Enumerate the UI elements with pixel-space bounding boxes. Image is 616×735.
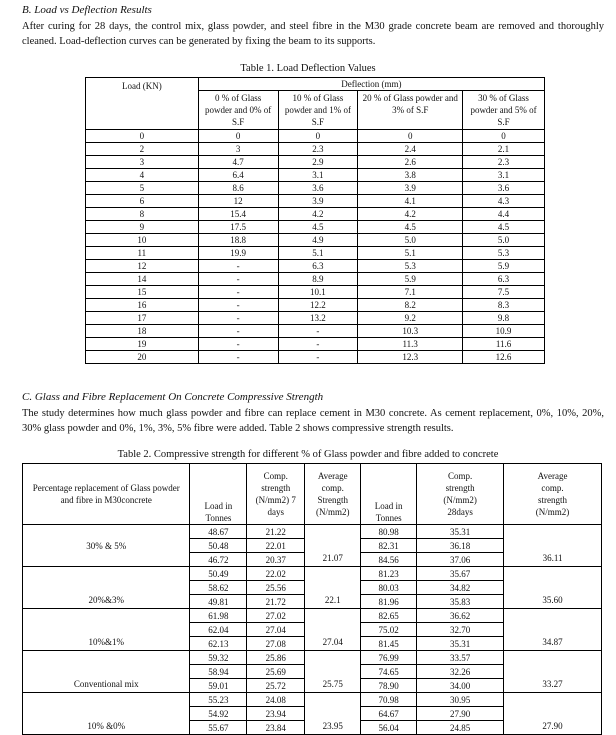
deflection-cell: 2.6: [358, 156, 463, 169]
deflection-cell: 3.9: [358, 182, 463, 195]
deflection-cell: 18.8: [198, 234, 278, 247]
table-row: [23, 567, 602, 581]
deflection-cell: 2.3: [463, 156, 545, 169]
strength28-cell: 27.90: [417, 707, 504, 721]
load-cell: 2: [86, 143, 199, 156]
deflection-cell: 2.9: [278, 156, 358, 169]
deflection-cell: 0: [198, 130, 278, 143]
deflection-cell: 6.3: [278, 260, 358, 273]
deflection-cell: -: [198, 338, 278, 351]
strength7-cell: 23.84: [247, 721, 305, 735]
deflection-cell: 9.2: [358, 312, 463, 325]
load28-cell: 81.45: [361, 637, 417, 651]
deflection-cell: -: [198, 299, 278, 312]
load28-cell: 64.67: [361, 707, 417, 721]
table-row: [23, 651, 602, 665]
load7-cell: 61.98: [190, 609, 247, 623]
strength7-cell: 27.04: [247, 623, 305, 637]
load7-cell: 55.67: [190, 721, 247, 735]
load7-cell: 49.81: [190, 595, 247, 609]
deflection-cell: 5.3: [463, 247, 545, 260]
strength7-cell: 27.08: [247, 637, 305, 651]
deflection-cell: 4.2: [278, 208, 358, 221]
load28-cell: 82.65: [361, 609, 417, 623]
load28-cell: 81.23: [361, 567, 417, 581]
table-row: [86, 325, 545, 338]
group-label: Conventional mix: [23, 651, 190, 693]
load-cell: 4: [86, 169, 199, 182]
load28-header: Load in Tonnes: [361, 464, 417, 525]
deflection-cell: -: [198, 325, 278, 338]
load7-cell: 62.13: [190, 637, 247, 651]
section-b-heading: B. Load vs Deflection Results: [22, 4, 152, 16]
deflection-cell: 3: [198, 143, 278, 156]
strength28-cell: 32.70: [417, 623, 504, 637]
section-b-paragraph: After curing for 28 days, the control mix, glass powder, and steel fibre in the M30 grade concrete beam are removed and thoroughly cleaned. Load-deflection curves can be generated by fixing the beam to its supports.: [22, 21, 604, 47]
load-cell: 15: [86, 286, 199, 299]
strength28-cell: 32.26: [417, 665, 504, 679]
deflection-cell: 5.9: [358, 273, 463, 286]
deflection-cell: 11.6: [463, 338, 545, 351]
load28-cell: 75.02: [361, 623, 417, 637]
deflection-cell: -: [278, 338, 358, 351]
load28-cell: 84.56: [361, 553, 417, 567]
deflection-cell: 2.4: [358, 143, 463, 156]
load7-cell: 54.92: [190, 707, 247, 721]
deflection-cell: -: [198, 273, 278, 286]
deflection-cell: -: [278, 325, 358, 338]
deflection-cell: 4.5: [278, 221, 358, 234]
table-row: [86, 156, 545, 169]
load7-cell: 62.04: [190, 623, 247, 637]
load28-cell: 74.65: [361, 665, 417, 679]
table-row: [23, 693, 602, 707]
avg7-cell: 27.04: [305, 609, 361, 651]
deflection-cell: 5.1: [278, 247, 358, 260]
deflection-cell: 13.2: [278, 312, 358, 325]
deflection-cell: 5.1: [358, 247, 463, 260]
load-cell: 14: [86, 273, 199, 286]
deflection-cell: 3.8: [358, 169, 463, 182]
strength7-cell: 21.22: [247, 525, 305, 539]
load28-cell: 70.98: [361, 693, 417, 707]
strength28-cell: 34.00: [417, 679, 504, 693]
deflection-cell: 11.3: [358, 338, 463, 351]
load28-cell: 80.98: [361, 525, 417, 539]
strength7-cell: 22.02: [247, 567, 305, 581]
strength7-cell: 20.37: [247, 553, 305, 567]
deflection-cell: -: [198, 351, 278, 364]
compressive-strength-table: [22, 463, 602, 735]
load-cell: 16: [86, 299, 199, 312]
deflection-cell: 9.8: [463, 312, 545, 325]
deflection-cell: 10.3: [358, 325, 463, 338]
deflection-cell: 12: [198, 195, 278, 208]
strength7-cell: 22.01: [247, 539, 305, 553]
group-label: 30% & 5%: [23, 525, 190, 567]
deflection-cell: 4.3: [463, 195, 545, 208]
deflection-cell: 5.0: [463, 234, 545, 247]
deflection-cell: 5.3: [358, 260, 463, 273]
strength28-cell: 30.95: [417, 693, 504, 707]
load-cell: 0: [86, 130, 199, 143]
deflection-cell: 8.2: [358, 299, 463, 312]
load7-cell: 50.49: [190, 567, 247, 581]
load-cell: 19: [86, 338, 199, 351]
load28-cell: 81.96: [361, 595, 417, 609]
section-c-paragraph: The study determines how much glass powder and fibre can replace cement in M30 concrete. As cement replacement, 0%, 10%, 20%, 30% glass powder and 0%, 1%, 3%, 5% fibre were added. Table 2 shows compressive strength results.: [22, 408, 604, 434]
load-cell: 5: [86, 182, 199, 195]
load28-cell: 56.04: [361, 721, 417, 735]
group-label: 10% &0%: [23, 693, 190, 735]
table-row: [86, 221, 545, 234]
load7-header: Load in Tonnes: [190, 464, 247, 525]
avg7-header: Average comp. Strength (N/mm2): [305, 464, 361, 525]
deflection-cell: 19.9: [198, 247, 278, 260]
section-c-heading: C. Glass and Fibre Replacement On Concrete Compressive Strength: [22, 391, 324, 403]
strength28-cell: 33.57: [417, 651, 504, 665]
strength28-header: Comp. strength (N/mm2) 28days: [417, 464, 504, 525]
table-row: [86, 286, 545, 299]
load28-cell: 78.90: [361, 679, 417, 693]
deflection-cell: 8.6: [198, 182, 278, 195]
load28-cell: 80.03: [361, 581, 417, 595]
avg28-header: Average comp. strength (N/mm2): [504, 464, 602, 525]
strength28-cell: 35.67: [417, 567, 504, 581]
load28-cell: 76.99: [361, 651, 417, 665]
load-cell: 6: [86, 195, 199, 208]
deflection-cell: 4.1: [358, 195, 463, 208]
deflection-cell: 7.5: [463, 286, 545, 299]
avg7-cell: 21.07: [305, 525, 361, 567]
deflection-cell: 8.9: [278, 273, 358, 286]
table-row: [86, 299, 545, 312]
avg7-cell: 25.75: [305, 651, 361, 693]
load7-cell: 58.62: [190, 581, 247, 595]
load7-cell: 50.48: [190, 539, 247, 553]
table-row: [86, 273, 545, 286]
strength7-cell: 21.72: [247, 595, 305, 609]
load-cell: 17: [86, 312, 199, 325]
load-cell: 8: [86, 208, 199, 221]
strength7-cell: 25.69: [247, 665, 305, 679]
deflection-cell: -: [198, 312, 278, 325]
deflection-cell: 4.5: [358, 221, 463, 234]
deflection-cell: 12.3: [358, 351, 463, 364]
deflection-cell: 2.3: [278, 143, 358, 156]
deflection-cell: 7.1: [358, 286, 463, 299]
table-row: [86, 195, 545, 208]
deflection-cell: 0: [278, 130, 358, 143]
deflection-cell: 5.0: [358, 234, 463, 247]
deflection-header: Deflection (mm): [198, 78, 544, 91]
deflection-cell: 3.6: [463, 182, 545, 195]
table-row: [86, 234, 545, 247]
deflection-cell: 0: [358, 130, 463, 143]
table-row: [23, 609, 602, 623]
deflection-cell: 3.1: [463, 169, 545, 182]
load7-cell: 48.67: [190, 525, 247, 539]
load7-cell: 55.23: [190, 693, 247, 707]
table-row: [86, 351, 545, 364]
table1-caption: Table 1. Load Deflection Values: [240, 63, 376, 74]
strength7-cell: 25.72: [247, 679, 305, 693]
group-label: 10%&1%: [23, 609, 190, 651]
load-cell: 10: [86, 234, 199, 247]
column-header: 10 % of Glass powder and 1% of S.F: [278, 91, 358, 130]
load-cell: 9: [86, 221, 199, 234]
table-row: [86, 208, 545, 221]
deflection-cell: 12.2: [278, 299, 358, 312]
group-label: 20%&3%: [23, 567, 190, 609]
load-cell: 3: [86, 156, 199, 169]
deflection-cell: 12.6: [463, 351, 545, 364]
deflection-cell: 4.9: [278, 234, 358, 247]
table-row: [86, 130, 545, 143]
strength28-cell: 24.85: [417, 721, 504, 735]
strength7-cell: 27.02: [247, 609, 305, 623]
table-row: [23, 525, 602, 539]
table-row: [86, 169, 545, 182]
strength7-cell: 23.94: [247, 707, 305, 721]
deflection-cell: 10.1: [278, 286, 358, 299]
deflection-cell: 5.9: [463, 260, 545, 273]
deflection-cell: 4.7: [198, 156, 278, 169]
column-header: 30 % of Glass powder and 5% of S.F: [463, 91, 545, 130]
deflection-cell: 3.9: [278, 195, 358, 208]
strength7-cell: 25.56: [247, 581, 305, 595]
strength28-cell: 34.82: [417, 581, 504, 595]
deflection-cell: 10.9: [463, 325, 545, 338]
strength28-cell: 35.31: [417, 525, 504, 539]
load7-cell: 59.32: [190, 651, 247, 665]
avg28-cell: 27.90: [504, 693, 602, 735]
deflection-cell: 15.4: [198, 208, 278, 221]
table2-caption: Table 2. Compressive strength for different % of Glass powder and fibre added to concrete: [117, 449, 499, 460]
table-row: [86, 182, 545, 195]
column-header: 20 % of Glass powder and 3% of S.F: [358, 91, 463, 130]
deflection-cell: 3.1: [278, 169, 358, 182]
deflection-cell: 0: [463, 130, 545, 143]
load-header: Load (KN): [86, 78, 199, 130]
table-row: [86, 260, 545, 273]
load-deflection-table: [85, 77, 545, 364]
load-cell: 20: [86, 351, 199, 364]
avg28-cell: 36.11: [504, 525, 602, 567]
deflection-cell: 4.5: [463, 221, 545, 234]
deflection-cell: 6.4: [198, 169, 278, 182]
avg28-cell: 34.87: [504, 609, 602, 651]
column-header: 0 % of Glass powder and 0% of S.F: [198, 91, 278, 130]
deflection-cell: -: [198, 286, 278, 299]
strength7-cell: 24.08: [247, 693, 305, 707]
avg7-cell: 23.95: [305, 693, 361, 735]
table-row: [86, 247, 545, 260]
table-row: [86, 312, 545, 325]
strength28-cell: 36.62: [417, 609, 504, 623]
deflection-cell: 4.4: [463, 208, 545, 221]
strength7-cell: 25.86: [247, 651, 305, 665]
deflection-cell: 8.3: [463, 299, 545, 312]
avg28-cell: 35.60: [504, 567, 602, 609]
deflection-cell: 6.3: [463, 273, 545, 286]
avg28-cell: 33.27: [504, 651, 602, 693]
strength28-cell: 35.31: [417, 637, 504, 651]
load7-cell: 59.01: [190, 679, 247, 693]
strength28-cell: 37.06: [417, 553, 504, 567]
load7-cell: 46.72: [190, 553, 247, 567]
deflection-cell: -: [198, 260, 278, 273]
deflection-cell: 17.5: [198, 221, 278, 234]
deflection-cell: 3.6: [278, 182, 358, 195]
load7-cell: 58.94: [190, 665, 247, 679]
load-cell: 11: [86, 247, 199, 260]
load-cell: 18: [86, 325, 199, 338]
strength7-header: Comp. strength (N/mm2) 7 days: [247, 464, 305, 525]
strength28-cell: 35.83: [417, 595, 504, 609]
load28-cell: 82.31: [361, 539, 417, 553]
table-row: [86, 338, 545, 351]
deflection-cell: -: [278, 351, 358, 364]
avg7-cell: 22.1: [305, 567, 361, 609]
table-row: [86, 143, 545, 156]
percentage-header: Percentage replacement of Glass powder and fibre in M30concrete: [23, 464, 190, 525]
strength28-cell: 36.18: [417, 539, 504, 553]
deflection-cell: 4.2: [358, 208, 463, 221]
deflection-cell: 2.1: [463, 143, 545, 156]
load-cell: 12: [86, 260, 199, 273]
